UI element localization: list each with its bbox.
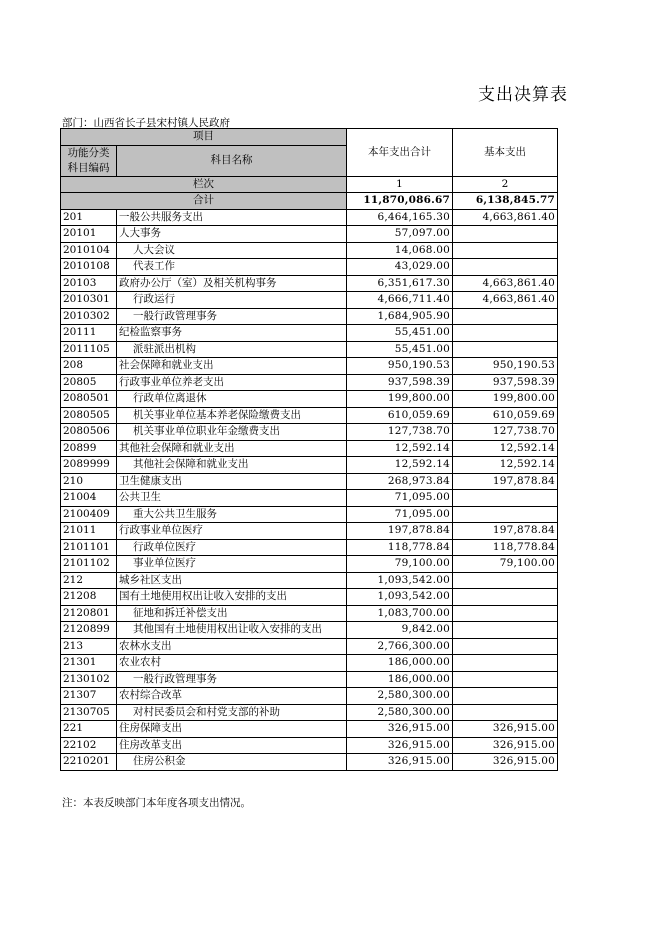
row-total-expenditure: 127,738.70 — [347, 424, 453, 441]
row-total-expenditure: 57,097.00 — [347, 226, 453, 243]
total-expenditure-value: 11,870,086.67 — [347, 193, 453, 210]
row-code: 21004 — [61, 490, 117, 507]
table-note: 注：本表反映部门本年度各项支出情况。 — [62, 797, 251, 809]
row-code: 2130705 — [61, 704, 117, 721]
row-subject-name: 行政事业单位养老支出 — [117, 374, 347, 391]
row-code: 2101101 — [61, 539, 117, 556]
table-row — [61, 341, 558, 358]
column-index-row — [61, 176, 558, 193]
row-subject-name: 人大事务 — [117, 226, 347, 243]
row-subject-name: 农业农村 — [117, 655, 347, 672]
row-code: 20111 — [61, 325, 117, 342]
row-subject-name: 住房改革支出 — [117, 737, 347, 754]
table-row — [61, 655, 558, 672]
row-basic-expenditure — [453, 259, 558, 276]
row-total-expenditure: 2,766,300.00 — [347, 638, 453, 655]
row-basic-expenditure — [453, 490, 558, 507]
table-row — [61, 358, 558, 375]
row-code: 20101 — [61, 226, 117, 243]
row-code: 21307 — [61, 688, 117, 705]
table-row — [61, 490, 558, 507]
row-total-expenditure: 1,093,542.00 — [347, 589, 453, 606]
row-total-expenditure: 186,000.00 — [347, 671, 453, 688]
table-row — [61, 539, 558, 556]
table-row — [61, 556, 558, 573]
row-code: 20103 — [61, 275, 117, 292]
header-subject-name: 科目名称 — [117, 145, 347, 176]
row-subject-name: 政府办公厅（室）及相关机构事务 — [117, 275, 347, 292]
row-subject-name: 派驻派出机构 — [117, 341, 347, 358]
row-basic-expenditure — [453, 242, 558, 259]
row-basic-expenditure — [453, 638, 558, 655]
table-row — [61, 622, 558, 639]
row-basic-expenditure: 610,059.69 — [453, 407, 558, 424]
row-total-expenditure: 2,580,300.00 — [347, 704, 453, 721]
total-row — [61, 193, 558, 210]
row-total-expenditure: 55,451.00 — [347, 325, 453, 342]
row-basic-expenditure — [453, 671, 558, 688]
row-subject-name: 纪检监察事务 — [117, 325, 347, 342]
row-basic-expenditure — [453, 308, 558, 325]
row-basic-expenditure: 118,778.84 — [453, 539, 558, 556]
row-basic-expenditure: 326,915.00 — [453, 721, 558, 738]
row-code: 20805 — [61, 374, 117, 391]
row-total-expenditure: 2,580,300.00 — [347, 688, 453, 705]
row-subject-name: 行政事业单位医疗 — [117, 523, 347, 540]
row-basic-expenditure: 937,598.39 — [453, 374, 558, 391]
row-total-expenditure: 937,598.39 — [347, 374, 453, 391]
header-function-code: 功能分类 科目编码 — [61, 145, 117, 176]
row-basic-expenditure — [453, 704, 558, 721]
row-subject-name: 一般行政管理事务 — [117, 308, 347, 325]
row-total-expenditure: 14,068.00 — [347, 242, 453, 259]
table-row — [61, 292, 558, 309]
row-subject-name: 社会保障和就业支出 — [117, 358, 347, 375]
row-code: 2010302 — [61, 308, 117, 325]
table-row — [61, 275, 558, 292]
row-code: 2010301 — [61, 292, 117, 309]
row-total-expenditure: 326,915.00 — [347, 721, 453, 738]
row-basic-expenditure: 4,663,861.40 — [453, 209, 558, 226]
header-total-expenditure: 本年支出合计 — [347, 129, 453, 177]
table-row — [61, 242, 558, 259]
table-row — [61, 704, 558, 721]
row-code: 2120899 — [61, 622, 117, 639]
row-basic-expenditure — [453, 506, 558, 523]
row-total-expenditure: 1,684,905.90 — [347, 308, 453, 325]
table-row — [61, 325, 558, 342]
table-row — [61, 671, 558, 688]
table-row — [61, 506, 558, 523]
row-subject-name: 代表工作 — [117, 259, 347, 276]
row-total-expenditure: 197,878.84 — [347, 523, 453, 540]
row-basic-expenditure — [453, 688, 558, 705]
row-subject-name: 城乡社区支出 — [117, 572, 347, 589]
row-basic-expenditure: 326,915.00 — [453, 754, 558, 771]
row-code: 2080501 — [61, 391, 117, 408]
row-subject-name: 事业单位医疗 — [117, 556, 347, 573]
row-subject-name: 其他社会保障和就业支出 — [117, 440, 347, 457]
row-subject-name: 其他国有土地使用权出让收入安排的支出 — [117, 622, 347, 639]
row-subject-name: 住房公积金 — [117, 754, 347, 771]
table-row — [61, 688, 558, 705]
row-total-expenditure: 55,451.00 — [347, 341, 453, 358]
table-row — [61, 391, 558, 408]
row-basic-expenditure — [453, 572, 558, 589]
table-row — [61, 638, 558, 655]
table-row — [61, 209, 558, 226]
row-code: 21011 — [61, 523, 117, 540]
row-subject-name: 行政运行 — [117, 292, 347, 309]
row-code: 213 — [61, 638, 117, 655]
row-basic-expenditure: 197,878.84 — [453, 523, 558, 540]
row-total-expenditure: 610,059.69 — [347, 407, 453, 424]
row-total-expenditure: 9,842.00 — [347, 622, 453, 639]
column-index-label: 栏次 — [61, 176, 347, 193]
row-basic-expenditure — [453, 226, 558, 243]
row-code: 208 — [61, 358, 117, 375]
row-total-expenditure: 1,093,542.00 — [347, 572, 453, 589]
table-row — [61, 374, 558, 391]
table-row — [61, 721, 558, 738]
table-row — [61, 572, 558, 589]
row-basic-expenditure: 12,592.14 — [453, 457, 558, 474]
row-code: 2089999 — [61, 457, 117, 474]
row-basic-expenditure — [453, 605, 558, 622]
row-code: 20899 — [61, 440, 117, 457]
row-basic-expenditure: 4,663,861.40 — [453, 292, 558, 309]
row-code: 2120801 — [61, 605, 117, 622]
row-subject-name: 农林水支出 — [117, 638, 347, 655]
table-row — [61, 754, 558, 771]
row-subject-name: 行政单位医疗 — [117, 539, 347, 556]
table-row — [61, 589, 558, 606]
row-total-expenditure: 12,592.14 — [347, 457, 453, 474]
row-basic-expenditure — [453, 341, 558, 358]
row-basic-expenditure — [453, 589, 558, 606]
row-basic-expenditure — [453, 655, 558, 672]
row-code: 2080506 — [61, 424, 117, 441]
row-code: 21301 — [61, 655, 117, 672]
row-basic-expenditure: 197,878.84 — [453, 473, 558, 490]
row-subject-name: 征地和拆迁补偿支出 — [117, 605, 347, 622]
row-total-expenditure: 326,915.00 — [347, 754, 453, 771]
row-subject-name: 机关事业单位职业年金缴费支出 — [117, 424, 347, 441]
table-row — [61, 737, 558, 754]
row-code: 2010104 — [61, 242, 117, 259]
report-title: 支出决算表 — [478, 85, 568, 105]
row-code: 2011105 — [61, 341, 117, 358]
table-row — [61, 457, 558, 474]
row-total-expenditure: 4,666,711.40 — [347, 292, 453, 309]
row-code: 2100409 — [61, 506, 117, 523]
row-code: 21208 — [61, 589, 117, 606]
row-subject-name: 国有土地使用权出让收入安排的支出 — [117, 589, 347, 606]
table-row — [61, 523, 558, 540]
row-subject-name: 人大会议 — [117, 242, 347, 259]
table-row — [61, 259, 558, 276]
department-label: 部门：山西省长子县宋村镇人民政府 — [62, 117, 230, 129]
row-subject-name: 机关事业单位基本养老保险缴费支出 — [117, 407, 347, 424]
row-subject-name: 行政单位离退休 — [117, 391, 347, 408]
row-subject-name: 一般公共服务支出 — [117, 209, 347, 226]
row-basic-expenditure: 4,663,861.40 — [453, 275, 558, 292]
row-total-expenditure: 71,095.00 — [347, 506, 453, 523]
table-row — [61, 473, 558, 490]
row-total-expenditure: 118,778.84 — [347, 539, 453, 556]
row-subject-name: 重大公共卫生服务 — [117, 506, 347, 523]
total-label: 合计 — [61, 193, 347, 210]
row-code: 221 — [61, 721, 117, 738]
row-subject-name: 其他社会保障和就业支出 — [117, 457, 347, 474]
row-subject-name: 一般行政管理事务 — [117, 671, 347, 688]
row-subject-name: 住房保障支出 — [117, 721, 347, 738]
row-total-expenditure: 1,083,700.00 — [347, 605, 453, 622]
header-basic-expenditure: 基本支出 — [453, 129, 558, 177]
row-basic-expenditure: 12,592.14 — [453, 440, 558, 457]
row-total-expenditure: 79,100.00 — [347, 556, 453, 573]
row-total-expenditure: 199,800.00 — [347, 391, 453, 408]
table-row — [61, 308, 558, 325]
row-basic-expenditure — [453, 325, 558, 342]
row-subject-name: 卫生健康支出 — [117, 473, 347, 490]
row-total-expenditure: 950,190.53 — [347, 358, 453, 375]
row-basic-expenditure — [453, 622, 558, 639]
expenditure-table — [60, 128, 558, 771]
row-total-expenditure: 326,915.00 — [347, 737, 453, 754]
row-code: 2010108 — [61, 259, 117, 276]
row-code: 2130102 — [61, 671, 117, 688]
row-total-expenditure: 186,000.00 — [347, 655, 453, 672]
header-row-project — [61, 129, 558, 146]
row-code: 201 — [61, 209, 117, 226]
row-total-expenditure: 71,095.00 — [347, 490, 453, 507]
row-subject-name: 对村民委员会和村党支部的补助 — [117, 704, 347, 721]
row-total-expenditure: 12,592.14 — [347, 440, 453, 457]
row-code: 2080505 — [61, 407, 117, 424]
row-code: 212 — [61, 572, 117, 589]
header-project: 项目 — [61, 129, 347, 146]
table-row — [61, 440, 558, 457]
total-basic-value: 6,138,845.77 — [453, 193, 558, 210]
row-basic-expenditure: 127,738.70 — [453, 424, 558, 441]
row-basic-expenditure: 326,915.00 — [453, 737, 558, 754]
row-code: 22102 — [61, 737, 117, 754]
row-total-expenditure: 268,973.84 — [347, 473, 453, 490]
row-total-expenditure: 6,351,617.30 — [347, 275, 453, 292]
table-row — [61, 407, 558, 424]
row-basic-expenditure: 79,100.00 — [453, 556, 558, 573]
column-index-1: 1 — [347, 176, 453, 193]
row-subject-name: 公共卫生 — [117, 490, 347, 507]
row-basic-expenditure: 199,800.00 — [453, 391, 558, 408]
row-code: 210 — [61, 473, 117, 490]
table-row — [61, 605, 558, 622]
table-row — [61, 226, 558, 243]
table-row — [61, 424, 558, 441]
row-code: 2210201 — [61, 754, 117, 771]
row-total-expenditure: 6,464,165.30 — [347, 209, 453, 226]
row-total-expenditure: 43,029.00 — [347, 259, 453, 276]
row-basic-expenditure: 950,190.53 — [453, 358, 558, 375]
row-subject-name: 农村综合改革 — [117, 688, 347, 705]
row-code: 2101102 — [61, 556, 117, 573]
column-index-2: 2 — [453, 176, 558, 193]
